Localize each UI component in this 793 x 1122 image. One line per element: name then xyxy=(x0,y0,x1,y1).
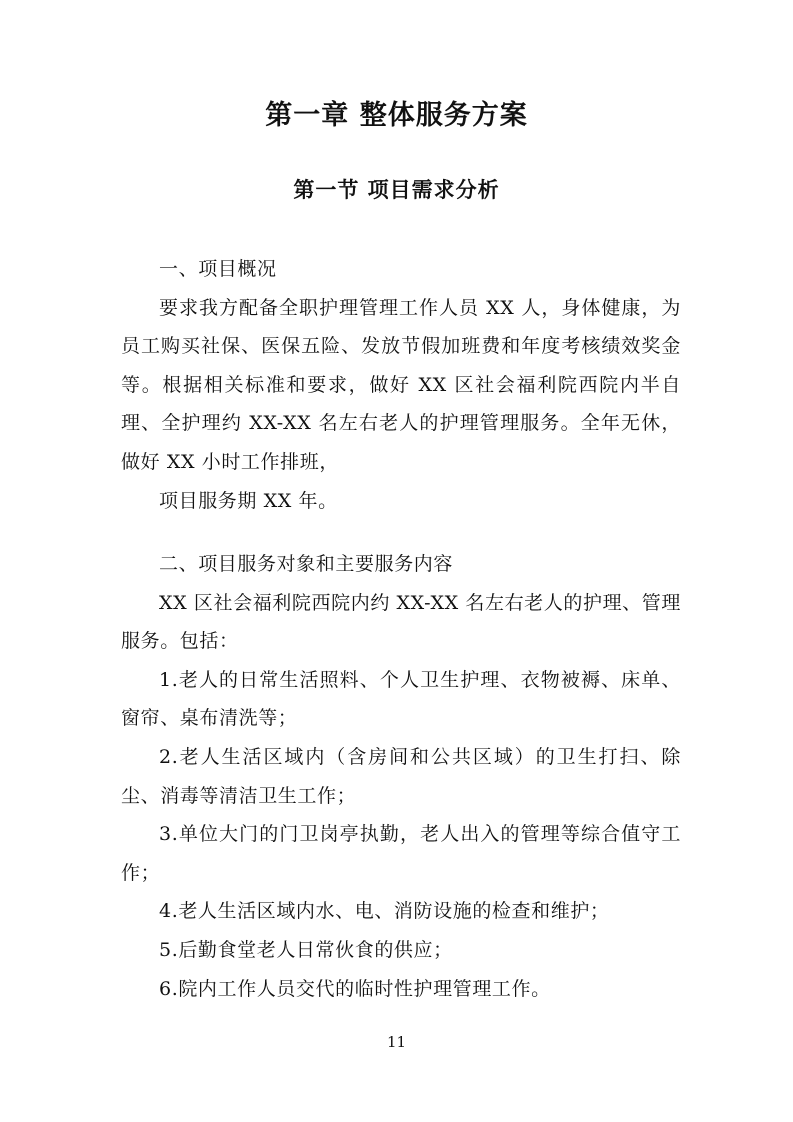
list-item: 1.老人的日常生活照料、个人卫生护理、衣物被褥、床单、窗帘、桌布清洗等； xyxy=(121,668,681,730)
list-item: 4.老人生活区域内水、电、消防设施的检查和维护； xyxy=(159,900,610,923)
service-content-heading: 二、项目服务对象和主要服务内容 xyxy=(159,553,454,575)
service-content-section xyxy=(121,545,681,1008)
project-overview-heading: 一、项目概况 xyxy=(159,258,277,280)
project-overview-section xyxy=(121,250,681,520)
list-item: 6.院内工作人员交代的临时性护理管理工作。 xyxy=(159,977,551,1000)
chapter-title: 第一章 整体服务方案 xyxy=(265,100,528,131)
list-item: 2.老人生活区域内（含房间和公共区域）的卫生打扫、除尘、消毒等清洁卫生工作； xyxy=(121,745,681,807)
list-item: 5.后勤食堂老人日常伙食的供应； xyxy=(159,938,453,961)
page-number: 11 xyxy=(386,1033,407,1051)
body-paragraph: 要求我方配备全职护理管理工作人员 XX 人，身体健康，为员工购买社保、医保五险、发放节假加班费和年度考核绩效奖金等。根据相关标准和要求，做好 XX 区社会福利院西院内半自理、全护理约 XX-XX 名左右老人的护理管理服务。全年无休，做好 XX 小时工作排班， xyxy=(121,296,681,473)
body-paragraph: 项目服务期 XX 年。 xyxy=(159,489,338,512)
body-paragraph: XX 区社会福利院西院内约 XX-XX 名左右老人的护理、管理服务。包括： xyxy=(121,591,681,653)
section-title: 第一节 项目需求分析 xyxy=(293,178,500,202)
list-item: 3.单位大门的门卫岗亭执勤，老人出入的管理等综合值守工作； xyxy=(121,823,681,884)
